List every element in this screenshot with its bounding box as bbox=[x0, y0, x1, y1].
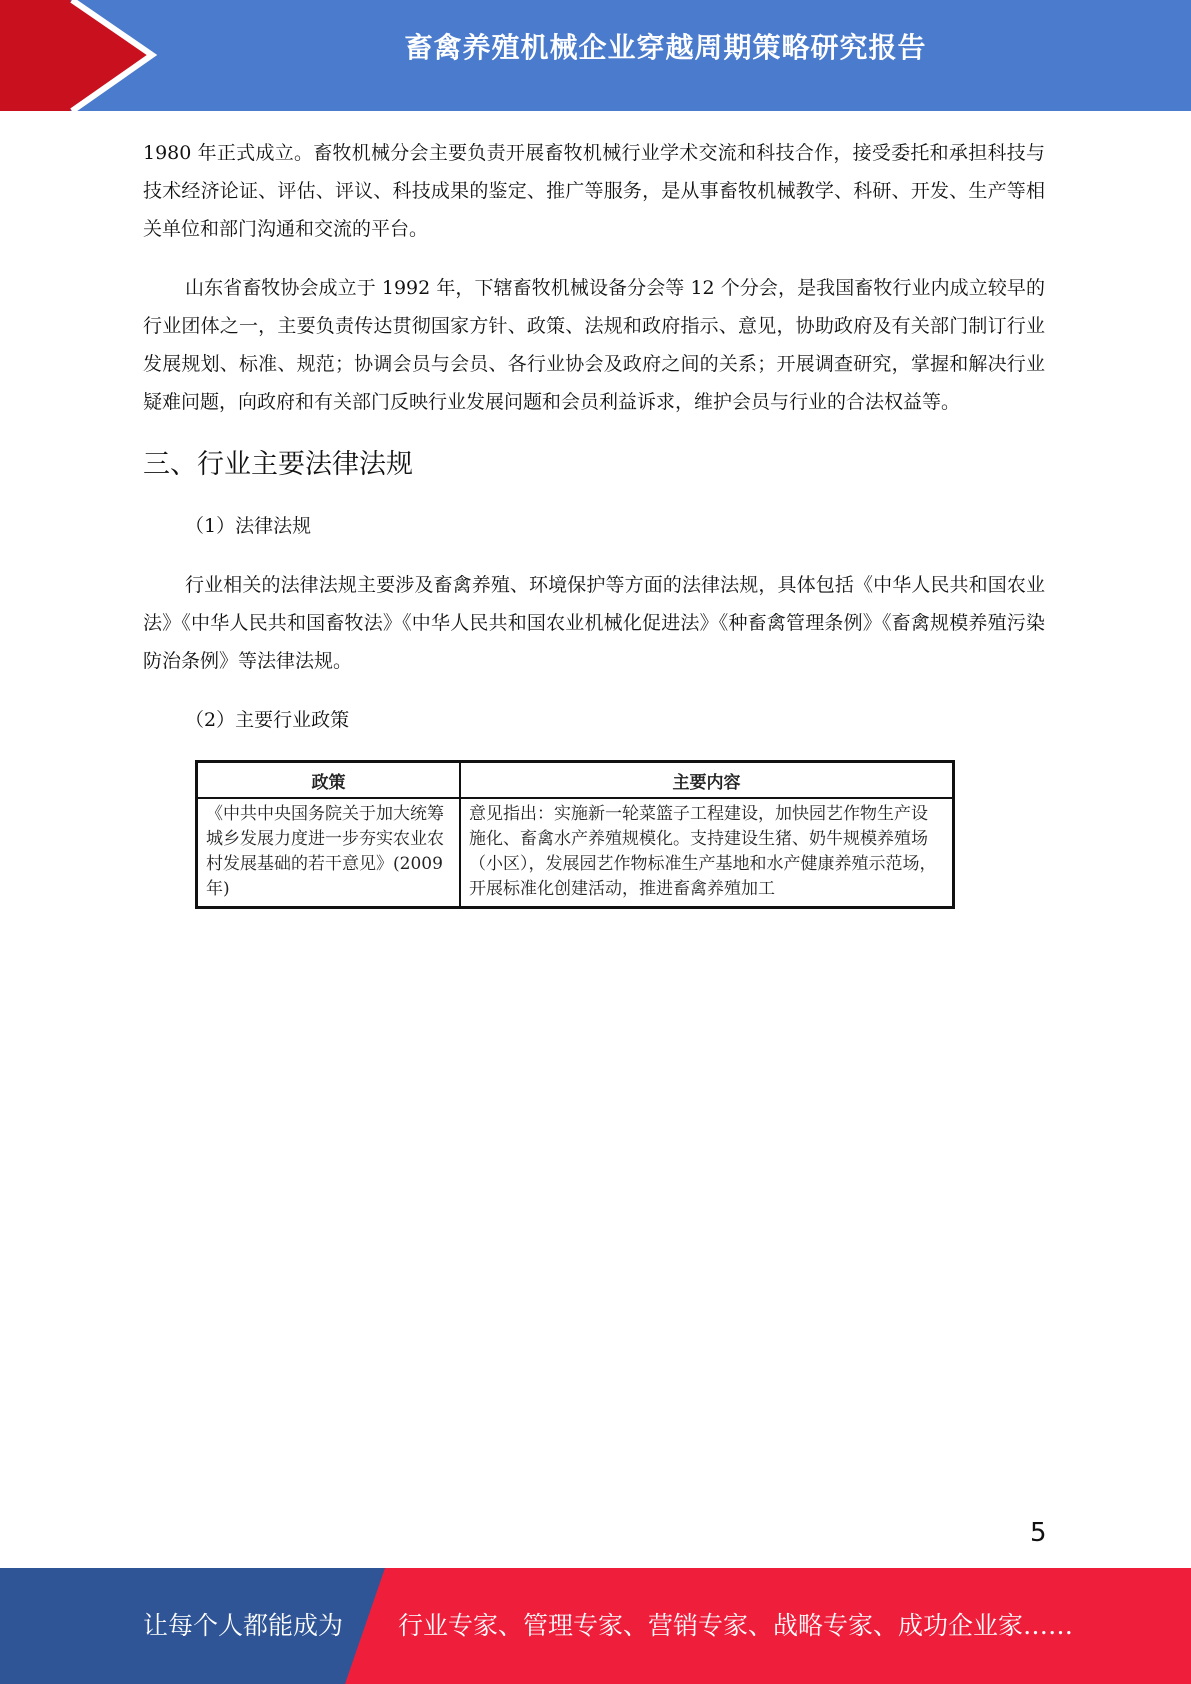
policy-table bbox=[195, 760, 955, 909]
section-heading-laws: 三、行业主要法律法规 bbox=[143, 449, 413, 480]
page-content bbox=[143, 134, 1045, 909]
table-cell-policy: 《中共中央国务院关于加大统筹城乡发展力度进一步夯实农业农村发展基础的若干意见》(2009 年) bbox=[197, 798, 461, 908]
paragraph-shandong-association: 山东省畜牧协会成立于 1992 年，下辖畜牧机械设备分会等 12 个分会，是我国畜牧行业内成立较早的行业团体之一，主要负责传达贯彻国家方针、政策、法规和政府指示、意见，协助政府及有关部门制订行业发展规划、标准、规范；协调会员与会员、各行业协会及政府之间的关系；开展调查研究，掌握和解决行业疑难问题，向政府和有关部门反映行业发展问题和会员利益诉求，维护会员与行业的合法权益等。 bbox=[143, 277, 1045, 413]
table-header-content: 主要内容 bbox=[460, 762, 954, 799]
table-cell-content: 意见指出：实施新一轮菜篮子工程建设，加快园艺作物生产设施化、畜禽水产养殖规模化。支持建设生猪、奶牛规模养殖场（小区），发展园艺作物标准生产基地和水产健康养殖示范场，开展标准化创建活动，推进畜禽养殖加工 bbox=[460, 798, 954, 908]
paragraph-laws: 行业相关的法律法规主要涉及畜禽养殖、环境保护等方面的法律法规，具体包括《中华人民共和国农业法》《中华人民共和国畜牧法》《中华人民共和国农业机械化促进法》《种畜禽管理条例》《畜禽规模养殖污染防治条例》等法律法规。 bbox=[143, 574, 1045, 672]
paragraph-association-intro: 1980 年正式成立。畜牧机械分会主要负责开展畜牧机械行业学术交流和科技合作，接受委托和承担科技与技术经济论证、评估、评议、科技成果的鉴定、推广等服务，是从事畜牧机械教学、科研、开发、生产等相关单位和部门沟通和交流的平台。 bbox=[143, 142, 1045, 240]
table-header-policy: 政策 bbox=[197, 762, 461, 799]
subheading-policies: （2）主要行业政策 bbox=[185, 709, 350, 731]
footer-slogan-left: 让每个人都能成为 bbox=[143, 1611, 344, 1640]
subheading-laws: （1）法律法规 bbox=[185, 515, 312, 537]
page-footer bbox=[0, 1568, 1191, 1684]
table-header-row bbox=[197, 762, 954, 799]
report-title: 畜禽养殖机械企业穿越周期策略研究报告 bbox=[404, 31, 927, 64]
table-row bbox=[197, 798, 954, 908]
footer-slogan-right: 行业专家、管理专家、营销专家、战略专家、成功企业家…… bbox=[398, 1611, 1074, 1640]
page-number: 5 bbox=[1030, 1518, 1047, 1548]
page-header bbox=[0, 0, 1191, 111]
